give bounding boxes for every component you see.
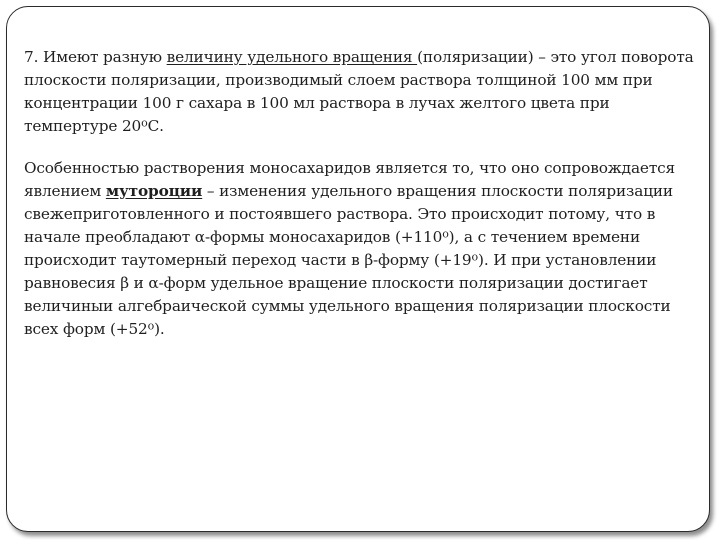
slide-text bbox=[24, 46, 704, 341]
p2-text-mid: ), а с течением времени происходит таутомерный переход части в β-форму (+19 bbox=[24, 228, 641, 269]
paragraph-specific-rotation bbox=[24, 46, 704, 138]
p2-bold-term: мутороции bbox=[105, 182, 203, 200]
p1-text-end: С. bbox=[147, 117, 164, 135]
p1-text-rest: (поляризации) – это угол поворота плоскости поляризации, производимый слоем раствора толщиной 100 мм при концентрации 100 г сахара в 100 мл раствора в лучах желтого цвета при темпертуре 20 bbox=[24, 48, 694, 135]
p1-text-start: 7. Имеют разную bbox=[24, 48, 167, 66]
p2-text-end: ). bbox=[154, 320, 165, 338]
p1-underlined-term: величину удельного вращения bbox=[166, 48, 418, 66]
p2-text-mid2: ). И при установлении равновесия β и α-форм удельное вращение плоскости поляризации достигает величиныи алгебраической суммы удельного вращения поляризации плоскости всех форм (+52 bbox=[24, 251, 671, 338]
p2-text-after-term: – изменения удельного вращения плоскости поляризации свежеприготовленного и постоявшего раствора. Это происходит потому, что в начале преобладают α-формы моносахаридов (+110 bbox=[24, 182, 673, 246]
p2-degree-sign-1: о bbox=[442, 227, 449, 241]
p1-degree-sign: о bbox=[141, 116, 148, 130]
p2-degree-sign-2: о bbox=[471, 250, 478, 264]
p2-degree-sign-3: о bbox=[147, 319, 155, 333]
paragraph-mutarotation bbox=[24, 157, 704, 341]
p2-text-start: Особенностью растворения моносахаридов является то, что оно сопровождается явлением bbox=[24, 159, 676, 200]
